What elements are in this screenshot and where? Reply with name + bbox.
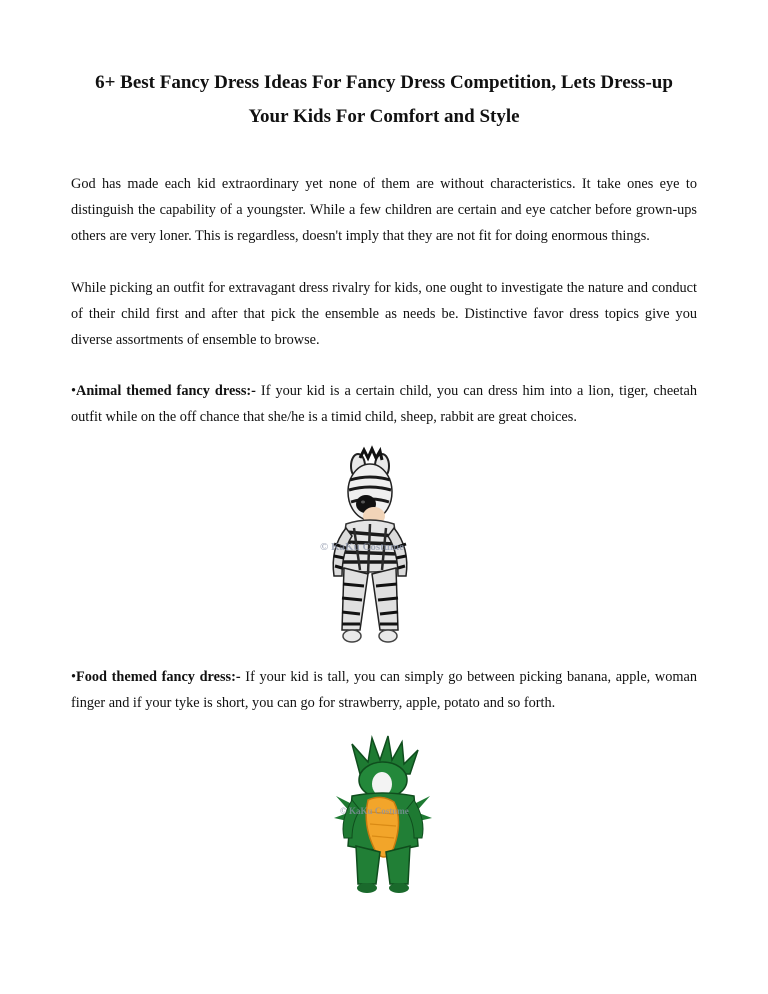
animal-section-paragraph — [71, 378, 697, 430]
pineapple-costume-illustration — [322, 734, 444, 896]
food-section-paragraph — [71, 664, 697, 716]
zebra-costume-image — [294, 444, 452, 652]
pineapple-watermark: © KaKu Costume — [340, 806, 409, 816]
intro-paragraph-1: God has made each kid extraordinary yet none of them are without characteristics. It take ones eye to distinguish the capability of a youngster. While a few children are certain and eye catcher before grown-ups others are very loner. This is regardless, doesn't imply that they are not fit for doing enormous things. — [71, 176, 697, 244]
food-section-heading: Food themed fancy dress:- — [76, 669, 241, 685]
animal-bullet: • — [71, 383, 77, 399]
page-title — [60, 66, 708, 134]
animal-section-text: If your kid is a certain child, you can dress him into a lion, tiger, cheetah outfit while on the off chance that she/he is a timid child, sheep, rabbit are great choices. — [71, 383, 697, 425]
food-section-text: If your kid is tall, you can simply go between picking banana, apple, woman finger and if your tyke is short, you can go for strawberry, apple, potato and so forth. — [71, 669, 697, 711]
animal-section-heading: Animal themed fancy dress:- — [76, 383, 256, 399]
zebra-costume-illustration — [294, 444, 452, 652]
title-line-2: Your Kids For Comfort and Style — [248, 106, 520, 127]
zebra-watermark: © KaKu Costume — [320, 541, 404, 553]
pineapple-costume-image — [322, 734, 444, 896]
title-line-1: 6+ Best Fancy Dress Ideas For Fancy Dress Competition, Lets Dress-up — [95, 72, 673, 93]
food-bullet: • — [71, 669, 77, 685]
intro-paragraph-2: While picking an outfit for extravagant dress rivalry for kids, one ought to investigate the nature and conduct of their child first and after that pick the ensemble as needs be. Distinctive favor dress topics give you diverse assortments of ensemble to browse. — [71, 280, 697, 348]
